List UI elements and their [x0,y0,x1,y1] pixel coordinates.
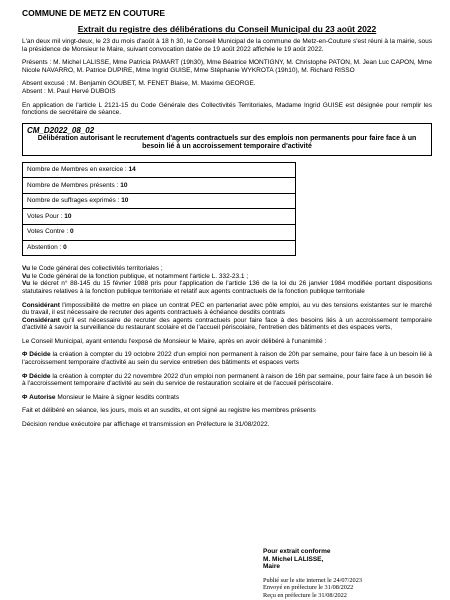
fait-paragraph: Fait et délibéré en séance, les jours, mois et an susdits, et ont signé au registre les membres présents [22,407,316,415]
vote-value: 10 [64,212,72,220]
secretaire-paragraph: En application de l'article L 2121-15 du Code Générale des Collectivités Territoriales, Madame Ingrid GUISE est désignée pour remplir les fonctions de secrétaire de séance. [22,101,432,117]
signature-block [263,548,443,599]
vote-label: Nombre de Membres en exercice : [27,166,127,174]
considerant-text: qu'il est nécessaire de recruter des agents contractuels pour faire face à des besoins liés à un accroissement temporaire d'activité à savoir la surveillance du restaurant scolaire et de l'accueil périscolaire, l'entretien des bâtiments et des espaces verts, [22,316,432,332]
vote-label: Votes Contre : [27,228,69,236]
vu-text: le Code général des collectivités territoriales ; [30,265,163,273]
commune-name: COMMUNE DE METZ EN COUTURE [22,8,166,18]
decision-paragraph: Décision rendue exécutoire par affichage et transmission en Préfecture le 31/08/2022. [22,421,270,429]
signature-title: Maire [263,563,280,571]
absent-line: Absent : M. Paul Hervé DUBOIS [22,87,116,95]
deliberation-ref: CM_D2022_08_02 [27,125,95,135]
votes-table [22,162,296,257]
bullet-icon: Φ [22,393,28,401]
decide-text: la création à compter du 19 octobre 2022 d'un emploi non permanent à raison de 20h par semaine, pour faire face à un besoin lié à l'accroissement temporaire d'activité au sein du service entretien des bâtiments et espaces verts [22,351,432,367]
decide-item [22,373,432,388]
vote-value: 10 [121,197,129,205]
vu-item [22,280,432,295]
vote-value: 10 [120,181,128,189]
decide-text: Monsieur le Maire à signer lesdits contrats [55,393,180,401]
decide-keyword: Autorise [29,393,56,401]
document-title: Extrait du registre des délibérations du Conseil Municipal du 23 août 2022 [77,24,377,34]
bullet-icon: Φ [22,351,28,359]
table-row [23,178,296,194]
publication-line: Reçu en préfecture le 31/08/2022 [263,591,347,599]
signature-line: Pour extrait conforme [263,548,331,555]
bullet-icon: Φ [22,372,28,380]
publication-stamp [263,577,443,599]
conseil-paragraph: Le Conseil Municipal, ayant entendu l'exposé de Monsieur le Maire, après en avoir délibéré à l'unanimité : [22,337,327,345]
decide-item [22,394,432,402]
decide-item [22,351,432,366]
table-row [23,240,296,256]
signature-name: M. Michel LALISSE, [263,555,324,563]
vote-value: 14 [128,166,136,174]
vote-label: Nombre de Membres présents : [27,181,119,189]
vote-label: Votes Pour : [27,212,63,220]
table-row [23,162,296,178]
vote-label: Abstention : [27,244,62,252]
vote-label: Nombre de suffrages exprimés : [27,197,120,205]
vu-text: le Code général de la fonction publique, et notamment l'article L. 332-23.1 ; [30,272,249,280]
vu-keyword: Vu [22,272,31,280]
deliberation-box [22,123,432,156]
vu-text: le décret n° 88-145 du 15 février 1988 pris pour l'application de l'article 136 de la loi du 26 janvier 1984 modifiée portant dispositions statutaires relatives à la fonction publique territoriale et relatif aux agents contractuels de la fonction publique territoriale [22,280,432,295]
deliberation-objet: Délibération autorisant le recrutement d'agents contractuels sur des emplois non permanents pour faire face à un besoin lié à un accroissement temporaire d'activité [37,134,417,151]
vote-value: 0 [70,228,74,236]
vu-item [22,265,432,273]
vote-value: 0 [63,244,67,252]
table-row [23,209,296,225]
presents-paragraph: Présents : M. Michel LALISSE, Mme Patricia PAMART (19h30), Mme Béatrice MONTIGNY, M. Christophe PATON, M. Jean Luc CAPON, Mme Nicole NAVARRO, M. Patrice DUPIRE, Mme Ingrid GUISE, Mme Stéphanie WYKROTA (19h10), M. Richard RISSO [22,59,432,74]
document-page [22,8,432,435]
table-row [23,193,296,209]
considerant-item [22,302,432,317]
publication-line: Publié sur le site internet le 24/07/2023 [263,576,362,584]
absents-excuses: Absent excusé : M. Benjamin GOUBET, M. FENET Blaise, M. Maxime GEORGE. [22,80,256,88]
considerant-text: l'impossibilité de mettre en place un contrat PEC en partenariat avec pôle emploi, au vu des tensions existantes sur le marché du travail, il est nécessaire de recruter des agents contractuels à échéance desdits contrats [22,301,432,317]
publication-line: Envoyé en préfecture le 31/08/2022 [263,584,354,592]
considerant-item [22,317,432,332]
vu-keyword: Vu [22,265,31,273]
considerant-keyword: Considérant [22,301,60,309]
decide-text: la création à compter du 22 novembre 2022 d'un emploi non permanent à raison de 16h par semaine, pour faire face à un besoin lié à l'accroissement temporaire d'activité au sein du service de restauration scolaire et de l'accueil périscolaire. [22,372,432,388]
table-row [23,224,296,240]
decide-keyword: Décide [29,351,51,359]
decide-keyword: Décide [29,372,51,380]
intro-paragraph: L'an deux mil vingt-deux, le 23 du mois d'août à 18 h 30, le Conseil Municipal de la commune de Metz-en-Couture s'est réuni à la mairie, sous la présidence de Monsieur le Maire, suivant convocation datée de 19 août 2022 affichée le 19 août 2022. [22,38,432,53]
vu-keyword: Vu [22,280,31,288]
considerant-keyword: Considérant [22,316,60,324]
